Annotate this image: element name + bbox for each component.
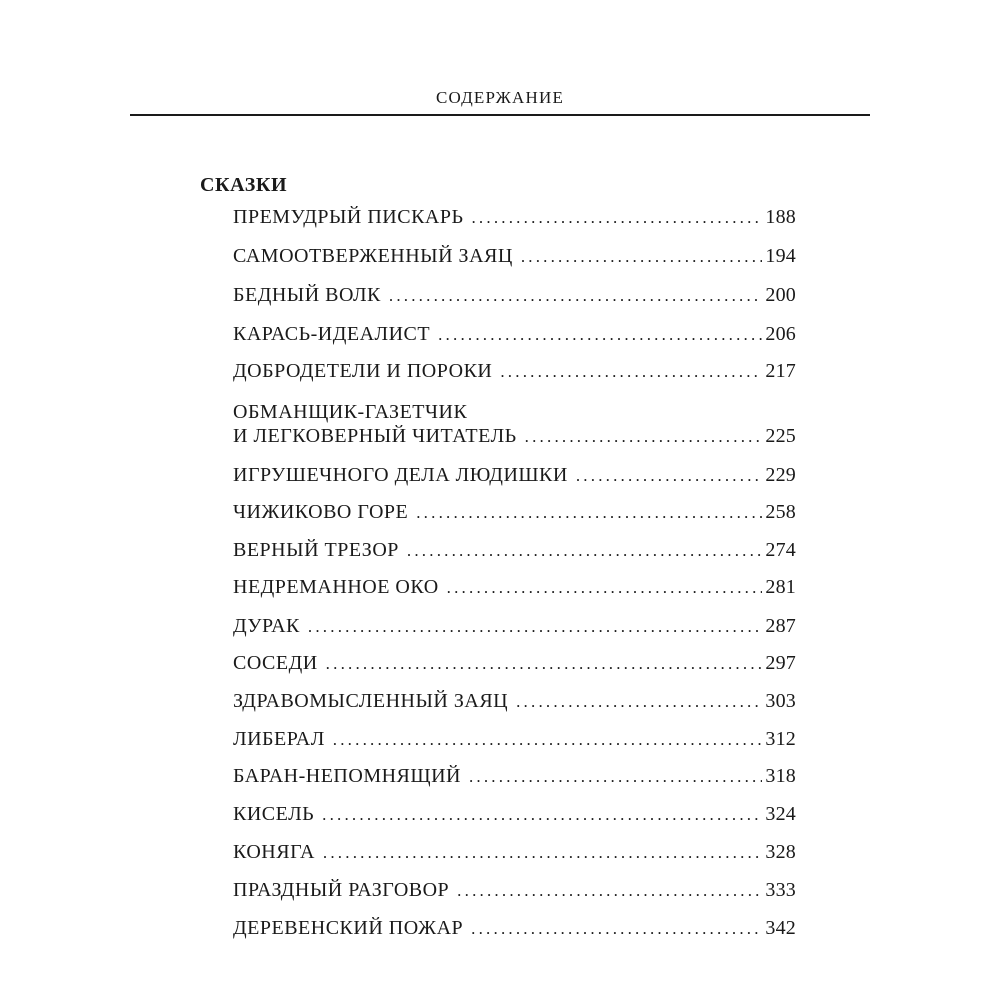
toc-entry-7[interactable]: [233, 463, 796, 488]
toc-entry-15[interactable]: [233, 764, 796, 789]
toc-entry-page: 206: [765, 323, 796, 345]
leader-dots: [469, 765, 762, 789]
toc-entry-page: 188: [765, 206, 796, 228]
toc-entry-page: 287: [765, 615, 796, 637]
toc-entry-page: 194: [765, 245, 796, 267]
toc-entry-page: 328: [765, 841, 796, 863]
leader-dots: [525, 425, 763, 449]
toc-entry-title: ДЕРЕВЕНСКИЙ ПОЖАР: [233, 917, 464, 939]
toc-entry-page: 303: [765, 690, 796, 712]
leader-dots: [500, 360, 762, 384]
toc-entry-title: ЧИЖИКОВО ГОРЕ: [233, 501, 409, 523]
toc-entry-14[interactable]: [233, 727, 796, 752]
toc-entry-title-line1: ОБМАНЩИК-ГАЗЕТЧИК: [233, 401, 468, 423]
toc-entry-title: КОНЯГА: [233, 841, 315, 863]
leader-dots: [471, 206, 762, 230]
toc-entry-page: 333: [765, 879, 796, 901]
leader-dots: [323, 841, 762, 865]
leader-dots: [447, 576, 763, 600]
leader-dots: [471, 917, 762, 941]
leader-dots: [457, 879, 762, 903]
toc-entry-page: 258: [765, 501, 796, 523]
toc-entry-9[interactable]: [233, 538, 796, 563]
toc-entry-5[interactable]: [233, 359, 796, 384]
leader-dots: [521, 245, 763, 269]
toc-entry-6[interactable]: [233, 400, 796, 449]
toc-entry-page: 229: [765, 464, 796, 486]
toc-entry-page: 312: [765, 728, 796, 750]
leader-dots: [438, 323, 762, 347]
toc-entry-2[interactable]: [233, 244, 796, 269]
toc-entry-title: НЕДРЕМАННОЕ ОКО: [233, 576, 439, 598]
toc-entry-12[interactable]: [233, 651, 796, 676]
toc-entry-page: 342: [765, 917, 796, 939]
toc-entry-17[interactable]: [233, 840, 796, 865]
leader-dots: [407, 539, 762, 563]
leader-dots: [576, 464, 763, 488]
toc-entry-3[interactable]: [233, 283, 796, 308]
toc-entry-title: ЛИБЕРАЛ: [233, 728, 325, 750]
toc-entry-10[interactable]: [233, 575, 796, 600]
leader-dots: [389, 284, 763, 308]
toc-entry-page: 200: [765, 284, 796, 306]
toc-entry-page: 281: [765, 576, 796, 598]
leader-dots: [308, 615, 762, 639]
toc-entry-16[interactable]: [233, 802, 796, 827]
leader-dots: [333, 728, 763, 752]
leader-dots: [326, 652, 763, 676]
toc-entry-title: ДУРАК: [233, 615, 300, 637]
header-rule: [130, 114, 870, 116]
toc-entry-4[interactable]: [233, 322, 796, 347]
toc-entry-page: 274: [765, 539, 796, 561]
leader-dots: [322, 803, 762, 827]
toc-entry-title: САМООТВЕРЖЕННЫЙ ЗАЯЦ: [233, 245, 513, 267]
running-head: СОДЕРЖАНИЕ: [435, 88, 565, 107]
section-title: СКАЗКИ: [200, 174, 288, 196]
toc-entry-title: КИСЕЛЬ: [233, 803, 315, 825]
toc-entry-page: 318: [765, 765, 796, 787]
toc-entry-title: ПРЕМУДРЫЙ ПИСКАРЬ: [233, 206, 464, 228]
toc-entry-19[interactable]: [233, 916, 796, 941]
toc-entry-page: 297: [765, 652, 796, 674]
toc-entry-title: И ЛЕГКОВЕРНЫЙ ЧИТАТЕЛЬ: [233, 425, 517, 447]
toc-entry-1[interactable]: [233, 205, 796, 230]
toc-entry-title: ИГРУШЕЧНОГО ДЕЛА ЛЮДИШКИ: [233, 464, 568, 486]
toc-entry-page: 324: [765, 803, 796, 825]
toc-entry-title: ЗДРАВОМЫСЛЕННЫЙ ЗАЯЦ: [233, 690, 509, 712]
toc-entry-8[interactable]: [233, 500, 796, 525]
toc-entry-title: ВЕРНЫЙ ТРЕЗОР: [233, 539, 399, 561]
toc-entry-page: 217: [765, 360, 796, 382]
toc-entry-title: СОСЕДИ: [233, 652, 318, 674]
toc-entry-title: БЕДНЫЙ ВОЛК: [233, 284, 381, 306]
leader-dots: [416, 501, 762, 525]
toc-entry-title: ПРАЗДНЫЙ РАЗГОВОР: [233, 879, 450, 901]
leader-dots: [516, 690, 762, 714]
toc-entry-title: БАРАН-НЕПОМНЯЩИЙ: [233, 765, 461, 787]
toc-entry-title: КАРАСЬ-ИДЕАЛИСТ: [233, 323, 431, 345]
toc-entry-page: 225: [765, 425, 796, 447]
toc-entry-title: ДОБРОДЕТЕЛИ И ПОРОКИ: [233, 360, 493, 382]
toc-entry-11[interactable]: [233, 614, 796, 639]
toc-entry-13[interactable]: [233, 689, 796, 714]
toc-entry-18[interactable]: [233, 878, 796, 903]
